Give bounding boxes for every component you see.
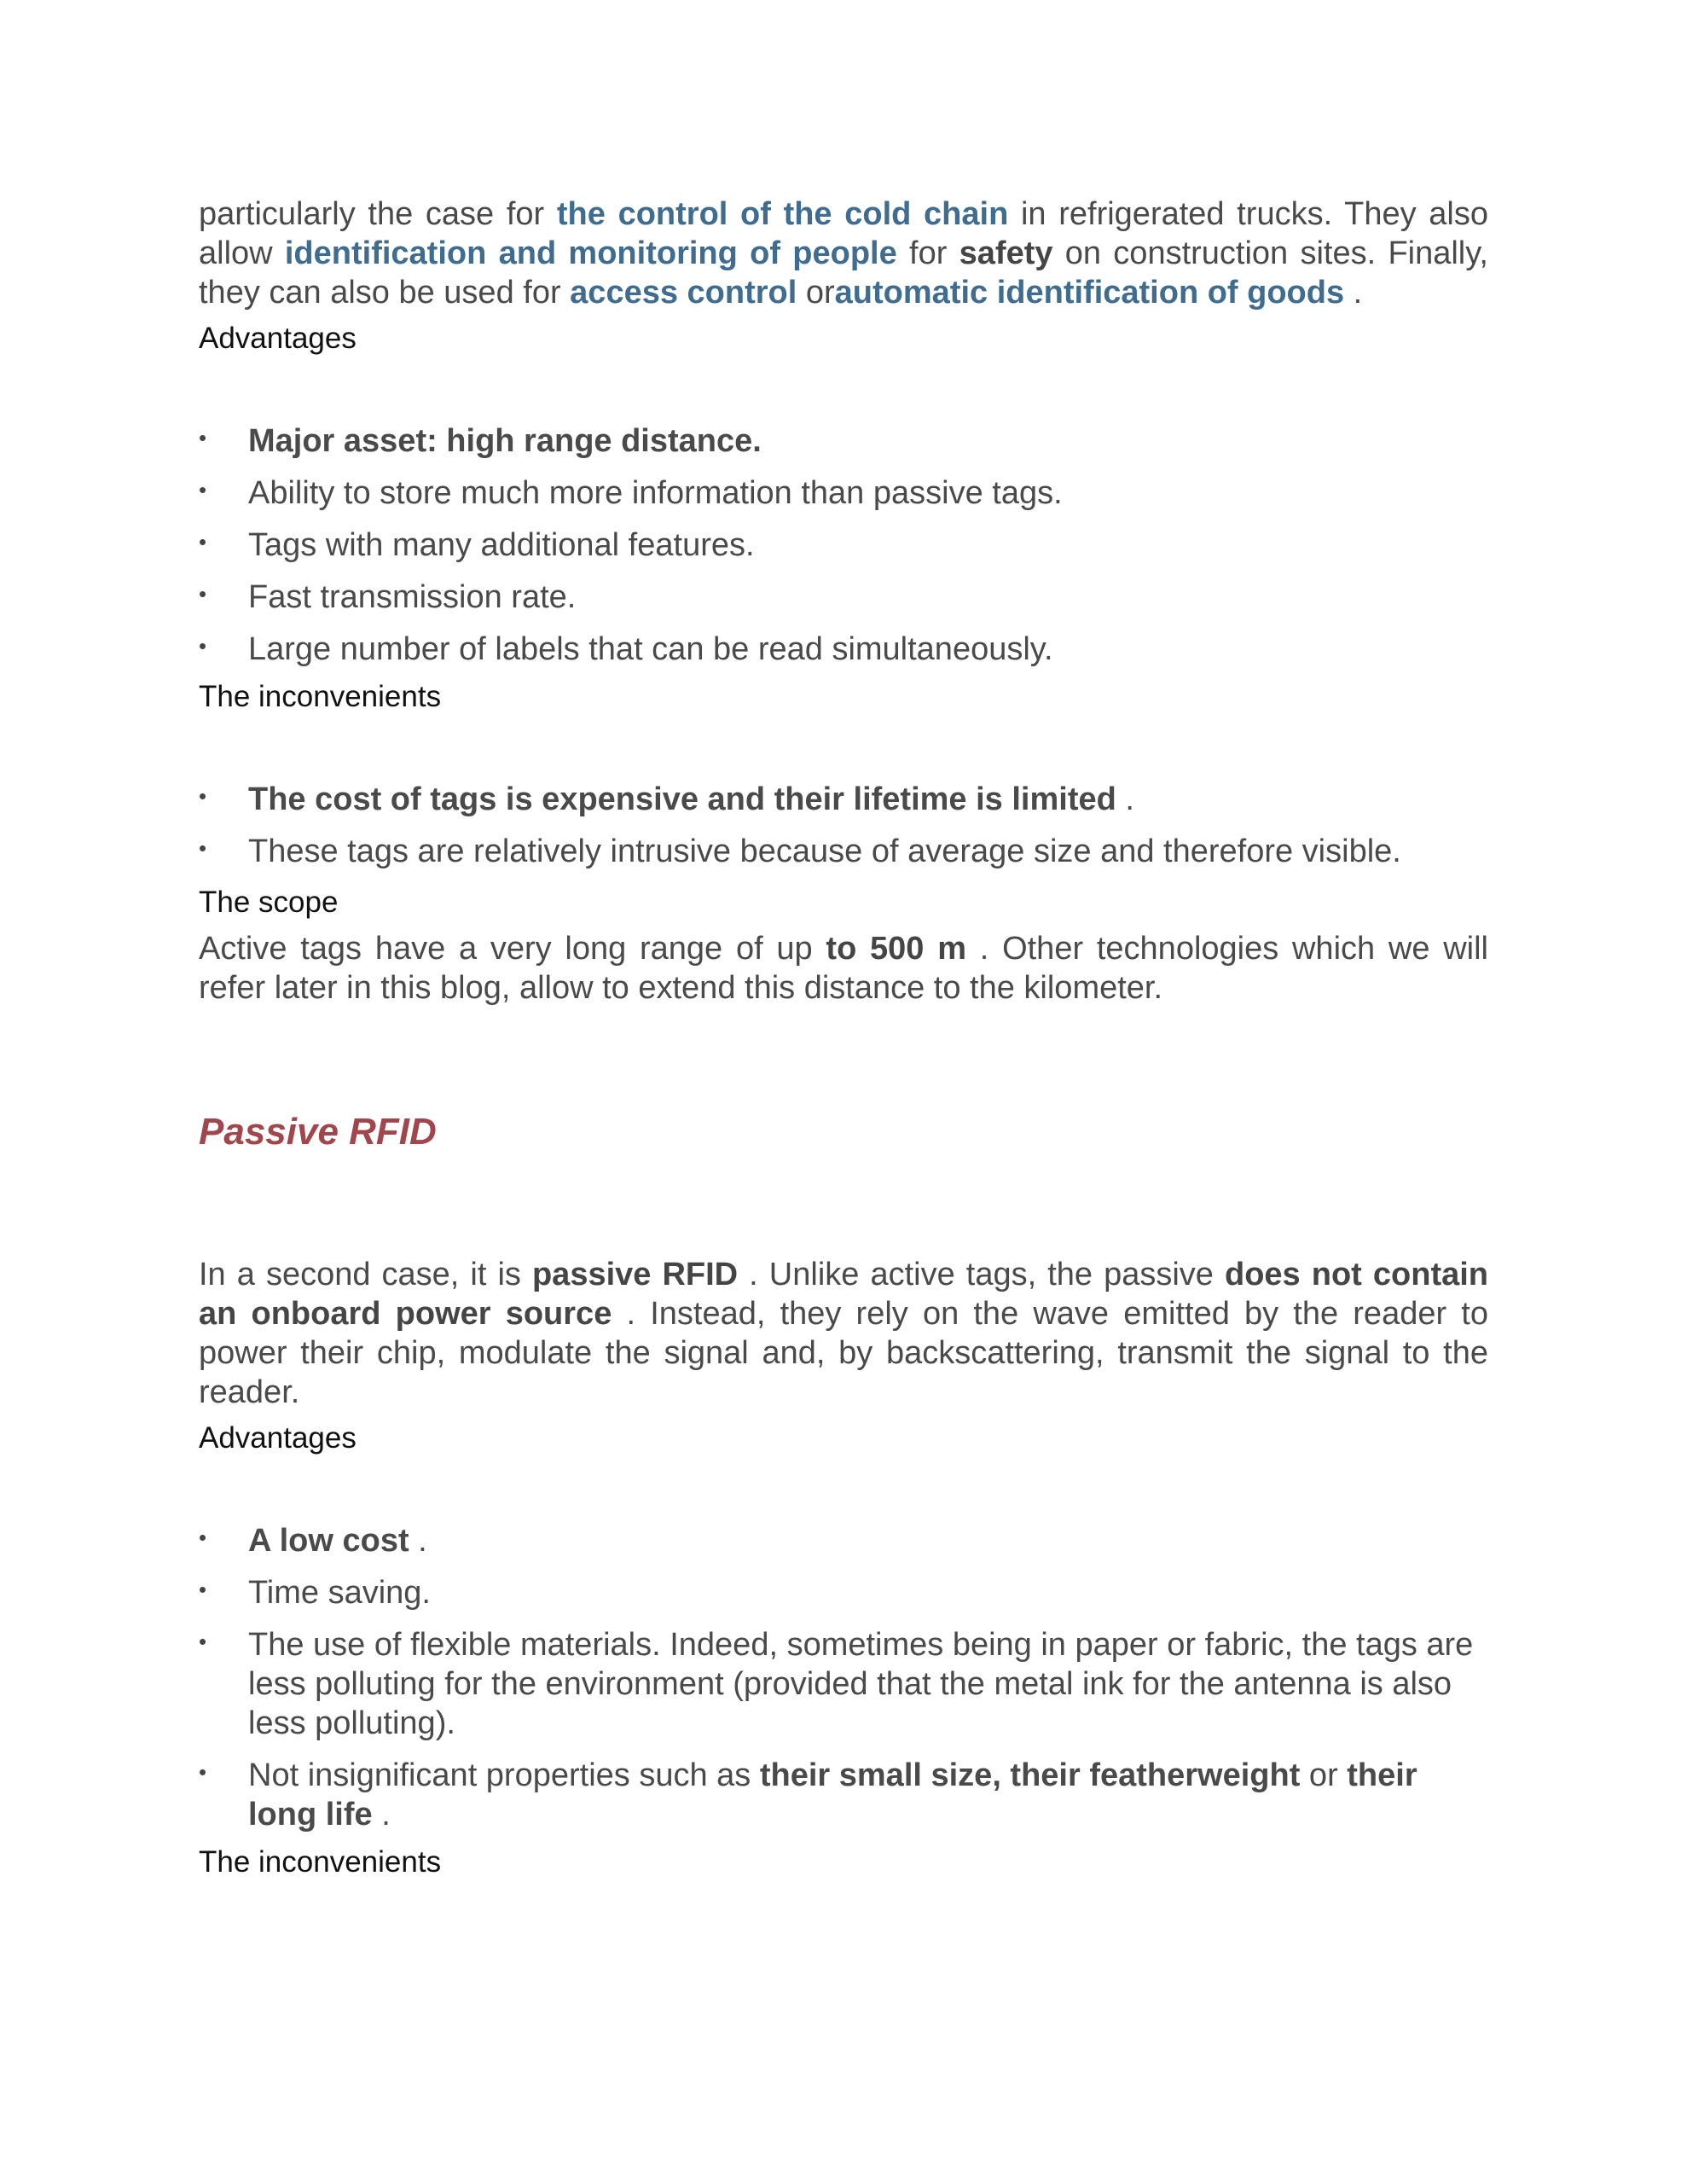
- scope-paragraph: [199, 929, 1488, 1008]
- item-text: .: [1116, 781, 1134, 817]
- list-item: [199, 578, 1488, 617]
- list-item: [199, 1756, 1488, 1834]
- document-page: [199, 195, 1488, 1880]
- link-automatic-identification[interactable]: automatic identification of goods: [834, 275, 1345, 311]
- text-run: on construction sites. Finally, they can also be used for: [199, 235, 1488, 311]
- text-run: .: [1344, 275, 1363, 311]
- bullet-icon: •: [199, 835, 207, 861]
- bullet-icon: •: [199, 477, 207, 502]
- item-text-bold: The cost of tags is expensive and their lifetime is limited: [248, 781, 1116, 817]
- item-text: Large number of labels that can be read simultaneously.: [248, 631, 1053, 667]
- bold-range: to 500 m: [826, 931, 966, 967]
- list-item: [199, 630, 1488, 669]
- list-item: [199, 473, 1488, 513]
- list-item: [199, 1573, 1488, 1612]
- item-text-bold: their small size, their featherweight: [759, 1757, 1301, 1793]
- text-run: . Instead, they rely on the wave emitted by the reader to power their chip, modulate the signal and, by backscattering, transmit the signal to the reader.: [199, 1296, 1488, 1410]
- passive-inconvenients-heading: The inconvenients: [199, 1845, 442, 1879]
- item-text: .: [409, 1523, 427, 1559]
- list-item: [199, 1521, 1488, 1560]
- text-run: or: [797, 275, 835, 311]
- scope-heading: The scope: [199, 886, 339, 919]
- item-text: or: [1300, 1757, 1348, 1793]
- item-text: Not insignificant properties such as: [248, 1757, 760, 1793]
- bullet-icon: •: [199, 783, 207, 809]
- text-run: particularly the case for: [199, 196, 557, 232]
- link-access-control[interactable]: access control: [570, 275, 797, 311]
- list-item: [199, 421, 1488, 461]
- bullet-icon: •: [199, 1525, 207, 1550]
- bullet-icon: •: [199, 1629, 207, 1654]
- item-text-bold: A low cost: [248, 1523, 409, 1559]
- list-item: [199, 526, 1488, 565]
- bullet-icon: •: [199, 1577, 207, 1602]
- item-text: .: [372, 1797, 391, 1833]
- item-text: Major asset: high range distance.: [248, 423, 762, 459]
- link-identification-people[interactable]: identification and monitoring of people: [284, 235, 897, 271]
- section-title-passive-rfid: Passive RFID: [199, 1111, 437, 1153]
- text-run: In a second case, it is: [199, 1257, 532, 1292]
- active-advantages-list: [199, 421, 1488, 669]
- bullet-icon: •: [199, 633, 207, 659]
- list-item: [199, 1625, 1488, 1743]
- text-run: . Other technologies which we will refer later in this blog, allow to extend this distance to the kilometer.: [199, 931, 1489, 1006]
- item-text: These tags are relatively intrusive because of average size and therefore visible.: [248, 834, 1401, 869]
- active-advantages-heading: Advantages: [199, 322, 357, 355]
- text-run: . Unlike active tags, the passive: [738, 1257, 1225, 1292]
- bold-passive-rfid: passive RFID: [531, 1257, 739, 1292]
- passive-intro-paragraph: [199, 1255, 1488, 1412]
- text-run: in refrigerated trucks. They also allow: [199, 196, 1488, 271]
- passive-advantages-heading: Advantages: [199, 1421, 357, 1455]
- text-run: for: [896, 235, 959, 271]
- item-text-bold: their long life: [248, 1757, 1417, 1833]
- active-inconvenients-list: [199, 780, 1488, 871]
- item-text: Tags with many additional features.: [248, 527, 755, 563]
- item-text: Ability to store much more information than passive tags.: [248, 475, 1063, 511]
- list-item: [199, 780, 1488, 819]
- item-text: Fast transmission rate.: [248, 579, 577, 615]
- bullet-icon: •: [199, 529, 207, 555]
- bullet-icon: •: [199, 1759, 207, 1785]
- item-text: The use of flexible materials. Indeed, sometimes being in paper or fabric, the tags are less polluting for the environment (provided that the metal ink for the antenna is also less polluting).: [248, 1627, 1474, 1741]
- bold-power-source: does not contain an onboard power source: [199, 1257, 1488, 1332]
- item-text: Time saving.: [248, 1575, 431, 1611]
- bold-safety: safety: [959, 235, 1053, 271]
- list-item: [199, 832, 1488, 871]
- passive-advantages-list: [199, 1521, 1488, 1834]
- link-cold-chain[interactable]: the control of the cold chain: [556, 196, 1009, 232]
- intro-paragraph: [199, 195, 1488, 312]
- bullet-icon: •: [199, 581, 207, 607]
- text-run: Active tags have a very long range of up: [199, 931, 826, 967]
- active-inconvenients-heading: The inconvenients: [199, 680, 442, 713]
- bullet-icon: •: [199, 425, 207, 450]
